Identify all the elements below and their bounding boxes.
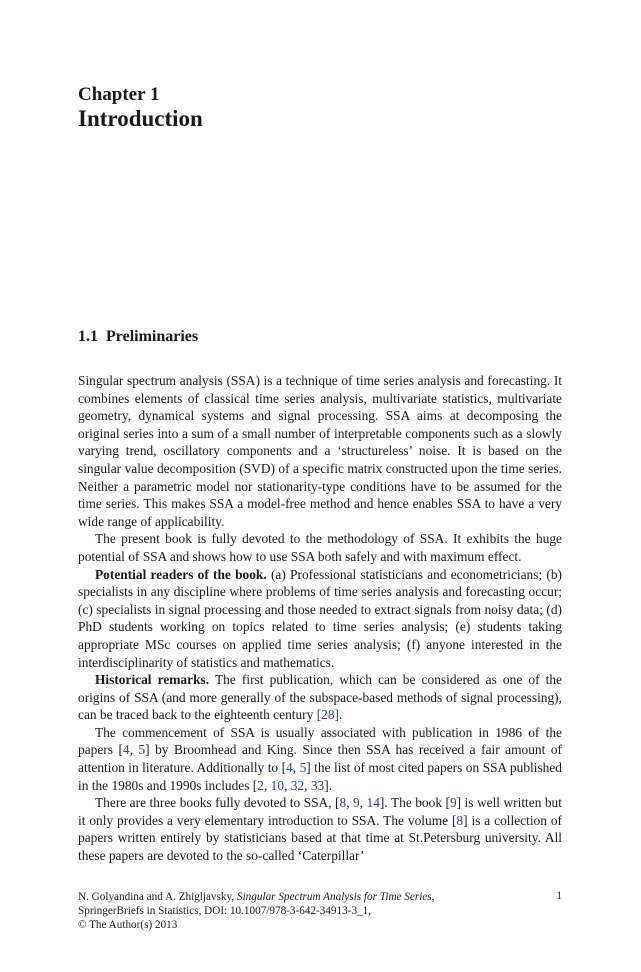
citation-link[interactable]: 5 [299,760,307,776]
text-run: ]. [324,777,333,793]
footer-book-title: Singular Spectrum Analysis for Time Series [236,891,432,903]
footer-citation [78,890,562,904]
separator: , [304,777,311,793]
separator: , [346,795,354,811]
text-run: ] the list of most cited papers on SSA published in the 1980s and 1990s includes [ [78,760,562,793]
text-run: ] is a collection of papers written entirely by statisticians based at that time at St.Petersburg university. All these papers are devoted to the so-called ‘Caterpillar’ [78,812,562,864]
citation-link[interactable]: 32 [290,777,305,793]
separator: , [263,777,271,793]
chapter-title: Introduction [78,106,203,131]
section-title: Preliminaries [106,328,199,345]
citation-link[interactable]: 2 [257,777,264,793]
body-text [78,372,562,865]
section-number: 1.1 [78,328,98,345]
history-lead: Historical remarks. [95,672,210,688]
citation-link[interactable]: 10 [270,777,285,793]
citation-link[interactable]: 4 [286,760,293,776]
citation-link[interactable]: 4 [122,742,130,758]
readers-text: (a) Professional statisticians and econometricians; (b) specialists in any discipline where problems of time series analysis and forecasting occur; (c) specialists in signal processing and those needed to extract signals from noisy data; (d) PhD students working on topics related to time series analysis; (e) students taking appropriate MSc courses on applied time series analysis; (f) anyone interested in the interdisciplinarity of statistics and mathematics. [78,566,563,670]
citation-link[interactable]: 9 [353,795,360,811]
text-run: There are three books fully devoted to SSA, [ [95,795,340,811]
text-run: ] by Broomhead and King. Since then SSA has received a fair amount of attention in literature. Additionally to [ [78,742,562,776]
readers-lead: Potential readers of the book. [95,566,267,582]
text-run: ] is well written but it only provides a very elementary introduction to SSA. The volume [ [78,795,562,828]
paragraph-books [78,794,562,864]
text-run: ]. The book [ [379,795,450,811]
text-run: The commencement of SSA is usually associated with publication in 1986 of the papers [ [78,724,562,758]
paragraph-intro: Singular spectrum analysis (SSA) is a technique of time series analysis and forecasting. It combines elements of classical time series analysis, multivariate statistics, multivariate geometry, dynamical systems and signal processing. SSA aims at decomposing the original series into a sum of a small number of interpretable components such as a slowly varying trend, oscillatory components and a ‘structureless’ noise. It is based on the singular value decomposition (SVD) of a specific matrix constructed upon the time series. Neither a parametric model nor stationarity-type conditions have to be assumed for the time series. This makes SSA a model-free method and hence enables SSA to have a very wide range of applicability. [78,373,562,529]
paragraph-book-purpose: The present book is fully devoted to the methodology of SSA. It exhibits the huge potential of SSA and shows how to use SSA both safely and with maximum effect. [78,531,562,564]
footer-series-doi: SpringerBriefs in Statistics, DOI: 10.1007/978-3-642-34913-3_1, [78,905,372,917]
citation-link[interactable]: 14 [366,795,380,811]
citation-link[interactable]: 8 [339,795,347,811]
paragraph-commencement [78,724,562,794]
page-number: 1 [556,890,562,902]
paragraph-readers [78,566,562,672]
section-heading [78,328,198,346]
history-text: The first publication, which can be considered as one of the origins of SSA (and more generally of the subspace-based methods of signal processing), can be traced back to the eighteenth century [78,672,562,723]
footer-title-end: , [431,891,435,903]
citation-link[interactable]: [28] [316,707,339,723]
paragraph-history [78,671,562,724]
citation-link[interactable]: 5 [138,742,146,758]
separator: , [292,760,300,776]
footer-authors: N. Golyandina and A. Zhigljavsky, [78,891,237,903]
history-end: . [339,707,343,723]
separator: , [129,742,139,758]
separator: , [359,795,367,811]
citation-link[interactable]: 33 [310,777,325,793]
separator: , [284,777,291,793]
citation-link[interactable]: 8 [456,812,464,828]
citation-link[interactable]: 9 [449,795,457,811]
footer-copyright: © The Author(s) 2013 [78,919,178,931]
chapter-number: Chapter 1 [78,84,160,105]
page-footer [78,890,562,932]
